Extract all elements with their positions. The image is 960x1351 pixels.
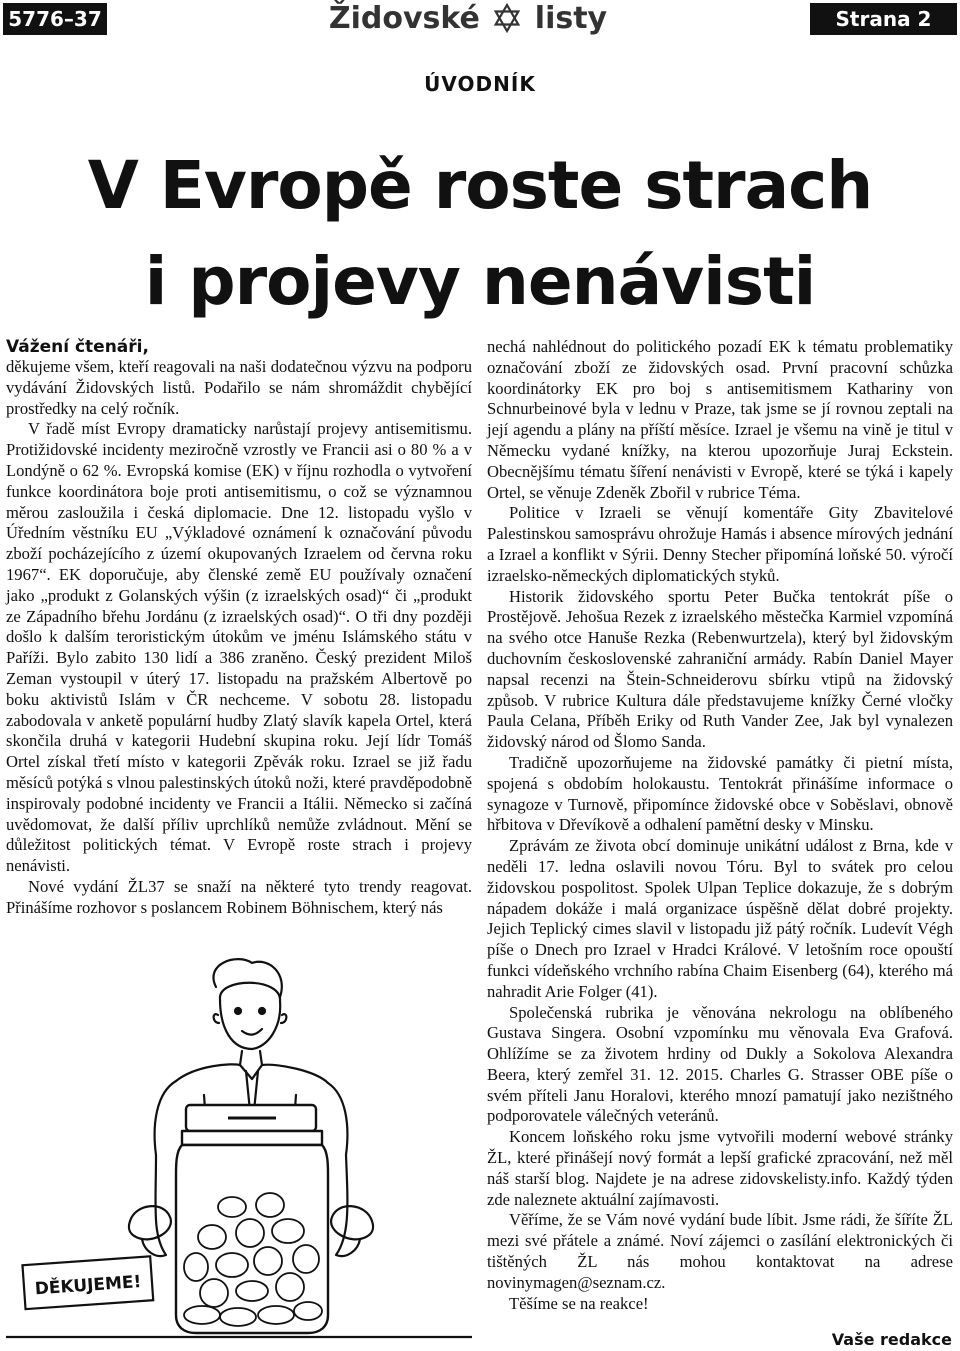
headline bbox=[0, 138, 960, 330]
paragraph: Věříme, že se Vám nové vydání bude líbit. Jsme rádi, že šíříte ŽL mezi své přátele a známé. Noví zájemci o zasílání elektronických či tištěných ŽL nás mohou kontaktovat na adrese novinymagen@seznam.cz. bbox=[487, 1210, 953, 1292]
masthead-word-2: listy bbox=[534, 1, 608, 36]
page-number-badge: Strana 2 bbox=[810, 3, 957, 35]
masthead bbox=[318, 0, 618, 38]
paragraph: Politice v Izraeli se věnují komentáře Gity Zbavitelové Palestinskou samosprávu ohrožuje Hamás i absence mírových jednání a Izrael a konflikt v Sýrii. Denny Stecher připomíná loňské 50. výročí izraelsko-německých diplomatických styků. bbox=[487, 503, 953, 585]
paragraph: Zprávám ze života obcí dominuje unikátní událost z Brna, kde v neděli 17. ledna oslavili novou Tóru. Byl to svátek pro celou židovskou pospolitost. Spolek Ulpan Teplice dokazuje, že s dobrým nápadem dokáže i malá organizace úspěšně dělat dobré projekty. Jejich Teplický cimes slavil v listopadu již pátý ročník. Ludevít Végh píše o Dnech pro Izrael v Hradci Králové. V letošním roce opouští funkci vídeňského vrchního rabína Chaim Eisenberg (64), kterého má nahradit Arie Folger (41). bbox=[487, 836, 953, 1001]
greeting: Vážení čtenáři, bbox=[6, 337, 149, 357]
paragraph: Společenská rubrika je věnována nekrologu na oblíbeného Gustava Singera. Osobní vzpomínku mu věnovala Eva Grafová. Ohlížíme se za životem hrdiny od Dukly a Sokolova Alexandra Beera, který zemřel 31. 12. 2015. Charles G. Strasser OBE píše o svém příteli Janu Horalovi, kterého mnozí pamatují jako nezištného podporovatele válečných veteránů. bbox=[487, 1002, 953, 1126]
paragraph: Nové vydání ŽL37 se snaží na některé tyto trendy reagovat. Přinášíme rozhovor s poslancem Robinem Böhnischem, který nás bbox=[6, 876, 472, 917]
article-column-left bbox=[6, 337, 472, 919]
paragraph: nechá nahlédnout do politického pozadí EK k tématu problematiky označování zboží ze židovských osad. První pracovní schůzka koordinátorky EK pro boj s antisemitismem Kathariny von Schnurbeinové byla v lednu v Praze, tak jsme se jí rovnou zeptali na její agendu a plány na příští měsíce. Izrael je všemu na vině je titul v Německu vydané knížky, na kterou upozorňuje Juraj Eckstein. Obecnějšímu tématu šíření nenávisti v Evropě, které se týká i kapely Ortel, se věnuje Zdeněk Zbořil v rubrice Téma. bbox=[487, 337, 953, 502]
paragraph: V řadě míst Evropy dramaticky narůstají projevy antisemitismu. Protižidovské incidenty meziročně vzrostly ve Francii asi o 80 % a v Londýně o 62 %. Evropská komise (EK) v říjnu rozhodla o vytvoření funkce koordinátora boje proti antisemitismu, o což se významnou měrou zasloužila i česká diplomacie. Dne 12. listopadu vyšlo v Úředním věstníku EU „Výkladové oznámení k označování původu zboží pocházejícího z území okupovaných Izraelem od června roku 1967“. EK doporučuje, aby členské země EU používaly označení jako „produkt z Golanských výšin (z izraelských osad)“ či „produkt ze Západního břehu Jordánu (z izraelských osad)“. O tři dny později došlo k dalším teroristickým útokům ve jménu Islámského státu v Paříži. Bylo zabito 130 lidí a 386 zraněno. Český prezident Miloš Zeman vystoupil v úterý 17. listopadu na pražském Albertově po boku aktivistů Islám v ČR nechceme. V sobotu 28. listopadu zabodovala v anketě populární hudby Zlatý slavík kapela Ortel, která skončila druhá v kategorii Hudební skupina roku. Její lídr Tomáš Ortel získal třetí místo v kategorii Zpěvák roku. Izrael se již řadu měsíců potýká s vlnou palestinských útoků noži, které pravděpodobně inspirovaly podobné incidenty ve Francii a Itálii. Německo si začíná uvědomovat, že další příliv uprchlíků nemůže zvládnout. Mění se důležitost politických témat. V Evropě roste strach i projevy nenávisti. bbox=[6, 419, 472, 876]
paragraph: Tradičně upozorňujeme na židovské památky či pietní místa, spojená s obdobím holokaustu. Tentokrát přinášíme informace o synagoze v Turnově, připomínce židovské obce v Soběslavi, obnově hřbitova v Dřevíkově a odhalení pamětní desky v Minsku. bbox=[487, 752, 953, 835]
donation-jar-illustration bbox=[6, 955, 472, 1345]
star-of-david-icon bbox=[492, 3, 522, 33]
paragraph: Historik židovského sportu Peter Bučka tentokrát píše o Prostějově. Jehošua Rezek z izraelského městečka Karmiel vzpomíná na svého otce Hanuše Rezka (Rebenwurtzela), který byl židovským duchovním československé zahraniční armády. Rabín Daniel Mayer napsal recenzi na Štein-Schneiderovu sbírku vtipů na židovský způsob. V rubrice Kultura dále představujeme knížky Černé vločky Paula Celana, Příběh Eriky od Ruth Vander Zee, Jak byl vynalezen židovský národ od Šlomo Sanda. bbox=[487, 586, 953, 752]
signature: Vaše redakce bbox=[831, 1330, 952, 1349]
issue-number-badge: 5776–37 bbox=[3, 3, 107, 35]
page-header bbox=[0, 0, 960, 38]
thank-you-sign bbox=[22, 1256, 153, 1309]
sign-text: DĚKUJEME! bbox=[34, 1272, 142, 1300]
headline-line-1: V Evropě roste strach bbox=[87, 147, 873, 224]
section-title: ÚVODNÍK bbox=[424, 72, 536, 96]
paragraph: děkujeme všem, kteří reagovali na naši dodatečnou výzvu na podporu vydávání Židovských listů. Podařilo se nám shromáždit chybějící prostředky na celý ročník. bbox=[6, 357, 472, 418]
headline-line-2: i projevy nenávisti bbox=[144, 243, 816, 320]
paragraph: Těšíme se na reakce! bbox=[509, 1293, 649, 1313]
article-column-right bbox=[487, 337, 953, 1314]
paragraph: Koncem loňského roku jsme vytvořili moderní webové stránky ŽL, které přinášejí nový formát a lepší grafické zpracování, než měl náš starší blog. Najdete je na adrese zidovskelisty.info. Každý týden zde naleznete aktuální zajímavosti. bbox=[487, 1127, 953, 1209]
masthead-word-1: Židovské bbox=[328, 1, 480, 36]
